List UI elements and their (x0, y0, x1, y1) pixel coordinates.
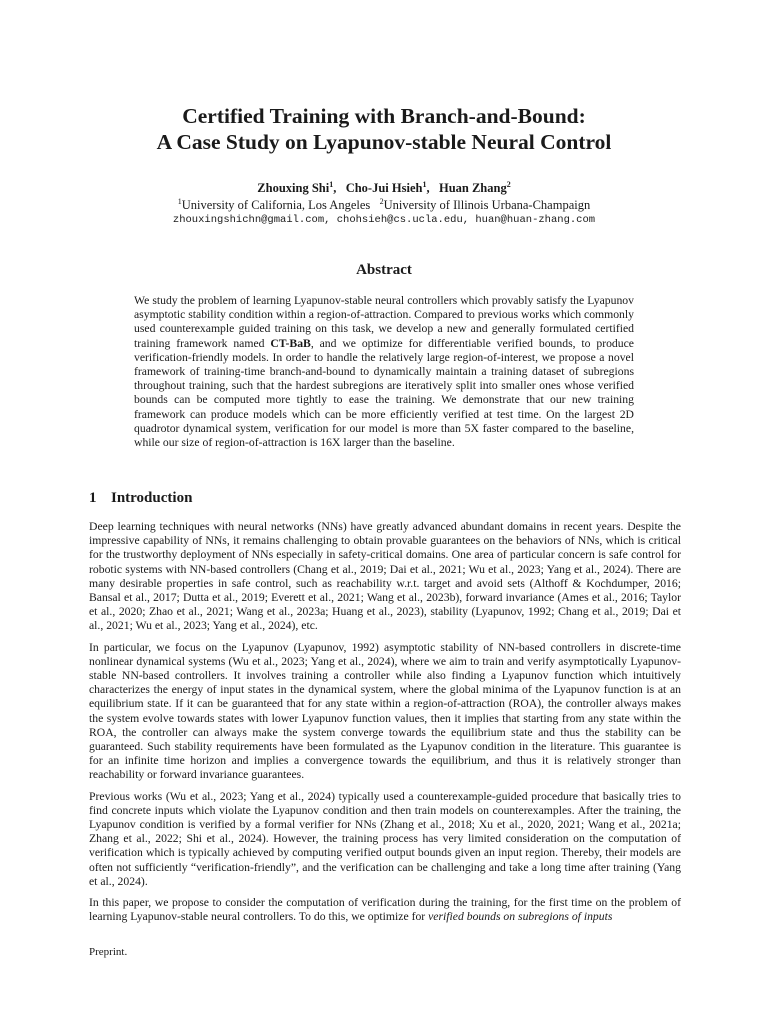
paragraph (89, 896, 681, 924)
author-name: Huan Zhang (438, 181, 507, 196)
abstract-text (134, 294, 634, 450)
affiliation-mark: 2 (379, 197, 384, 206)
affiliations (0, 197, 768, 213)
author-emails: zhouxingshichn@gmail.com, chohsieh@cs.ucla.edu, huan@huan-zhang.com (172, 214, 596, 226)
section-number: 1 (89, 490, 97, 506)
emphasized-text: verified bounds on subregions of inputs (428, 910, 613, 924)
paragraph: Previous works (Wu et al., 2023; Yang et al., 2024) typically used a counterexample-guided procedure that basically tries to find concrete inputs which violate the Lyapunov condition and then train models on counterexamples. After the training, the Lyapunov condition is verified by a formal verifier for NNs (Zhang et al., 2018; Xu et al., 2020, 2021; Wang et al., 2021a; Zhang et al., 2022; Shi et al., 2024). However, the training process has very limited consideration on the computation of verification which is typically achieved by computing verified output bounds given an input region. Thereby, their models are often not sufficiently “verification-friendly”, and the verification can be challenging and take a long time after training (Yang et al., 2024). (89, 789, 681, 888)
section-title: Introduction (111, 490, 193, 506)
affiliation-mark: 1 (177, 197, 182, 206)
author-list: Zhouxing Shi$^1$, Cho-Jui Hsieh$^1$, Huan Zhang$^2$ (257, 180, 511, 196)
author-affiliation-mark: 2 (506, 180, 511, 189)
author-name: Zhouxing Shi (257, 181, 330, 196)
method-name: CT-BaB (270, 336, 311, 350)
abstract-part-1: We study the problem of learning Lyapunov-stable neural controllers which provably satisfy the Lyapunov asymptotic stability condition within a region-of-attraction. Compared to previous works which commonly used counterexample guided training on this task, we develop a new and generally formulated certified training framework named (134, 294, 634, 350)
paper-title (0, 103, 768, 155)
author-affiliation-mark: 1 (329, 180, 334, 189)
footer-note: Preprint. (89, 946, 128, 958)
author-name: Cho-Jui Hsieh (345, 181, 423, 196)
paragraph: Deep learning techniques with neural networks (NNs) have greatly advanced abundant domains in recent years. Despite the impressive capability of NNs, it remains challenging to obtain provable guarantees on the behaviors of NNs, which is critical for the trustworthy deployment of NNs especially in safety-critical domains. One area of particular concern is safe control for robotic systems with NN-based controllers (Chang et al., 2019; Dai et al., 2021; Wu et al., 2023; Yang et al., 2024). There are many desirable properties in safe control, such as reachability w.r.t. target and avoid sets (Althoff & Kochdumper, 2016; Bansal et al., 2017; Dutta et al., 2019; Everett et al., 2021; Wang et al., 2023b), forward invariance (Ames et al., 2016; Taylor et al., 2020; Zhao et al., 2021; Wang et al., 2023a; Huang et al., 2023), stability (Lyapunov, 1992; Chang et al., 2019; Dai et al., 2021; Wu et al., 2023; Yang et al., 2024), etc. (89, 520, 681, 633)
affiliation-name: University of Illinois Urbana-Champaign (383, 198, 591, 213)
paragraph-text: In this paper, we propose to consider the computation of verification during the training, for the first time on the problem of learning Lyapunov-stable neural controllers. To do this, we optimize for (89, 896, 681, 924)
abstract-part-2: , and we optimize for differentiable verified bounds, to produce verification-friendly models. In order to handle the relatively large region-of-interest, we propose a novel framework of training-time branch-and-bound to dynamically maintain a training dataset of subregions throughout training, such that the hardest subregions are iteratively split into smaller ones whose verified bounds can be computed more tightly to ease the training. We demonstrate that our new training framework can produce models which can be more efficiently verified at test time. On the largest 2D quadrotor dynamical system, verification for our model is more than 5X faster compared to the baseline, while our size of region-of-attraction is 16X larger than the baseline. (134, 336, 634, 450)
paragraph: In particular, we focus on the Lyapunov (Lyapunov, 1992) asymptotic stability of NN-based controllers in discrete-time nonlinear dynamical systems (Wu et al., 2023; Yang et al., 2024), where we aim to train and verify asymptotically Lyapunov-stable NN-based controllers. It involves training a controller while also finding a Lyapunov function which intuitively characterizes the energy of input states in the dynamical system, where the global minima of the Lyapunov function is at an equilibrium state. If it can be guaranteed that for any state within a region-of-attraction (ROA), the controller always makes the system evolve towards states with lower Lyapunov function values, then it implies that starting from any state within the ROA, the controller can always make the system converge towards the equilibrium state and thus the stability can be guaranteed. Such stability requirements have been formulated as the Lyapunov condition in the literature. This guarantee is for an infinite time horizon and implies a convergence towards the equilibrium, and thus it is relatively stronger than reachability or forward invariance guarantees. (89, 640, 681, 782)
title-line-1: Certified Training with Branch-and-Bound: (182, 104, 586, 128)
affiliation-name: University of California, Los Angeles (181, 198, 371, 213)
abstract-heading: Abstract (356, 262, 412, 278)
author-affiliation-mark: 1 (422, 180, 427, 189)
title-line-2: A Case Study on Lyapunov-stable Neural Control (156, 130, 612, 154)
body-text (89, 520, 681, 931)
section-heading (89, 490, 192, 507)
